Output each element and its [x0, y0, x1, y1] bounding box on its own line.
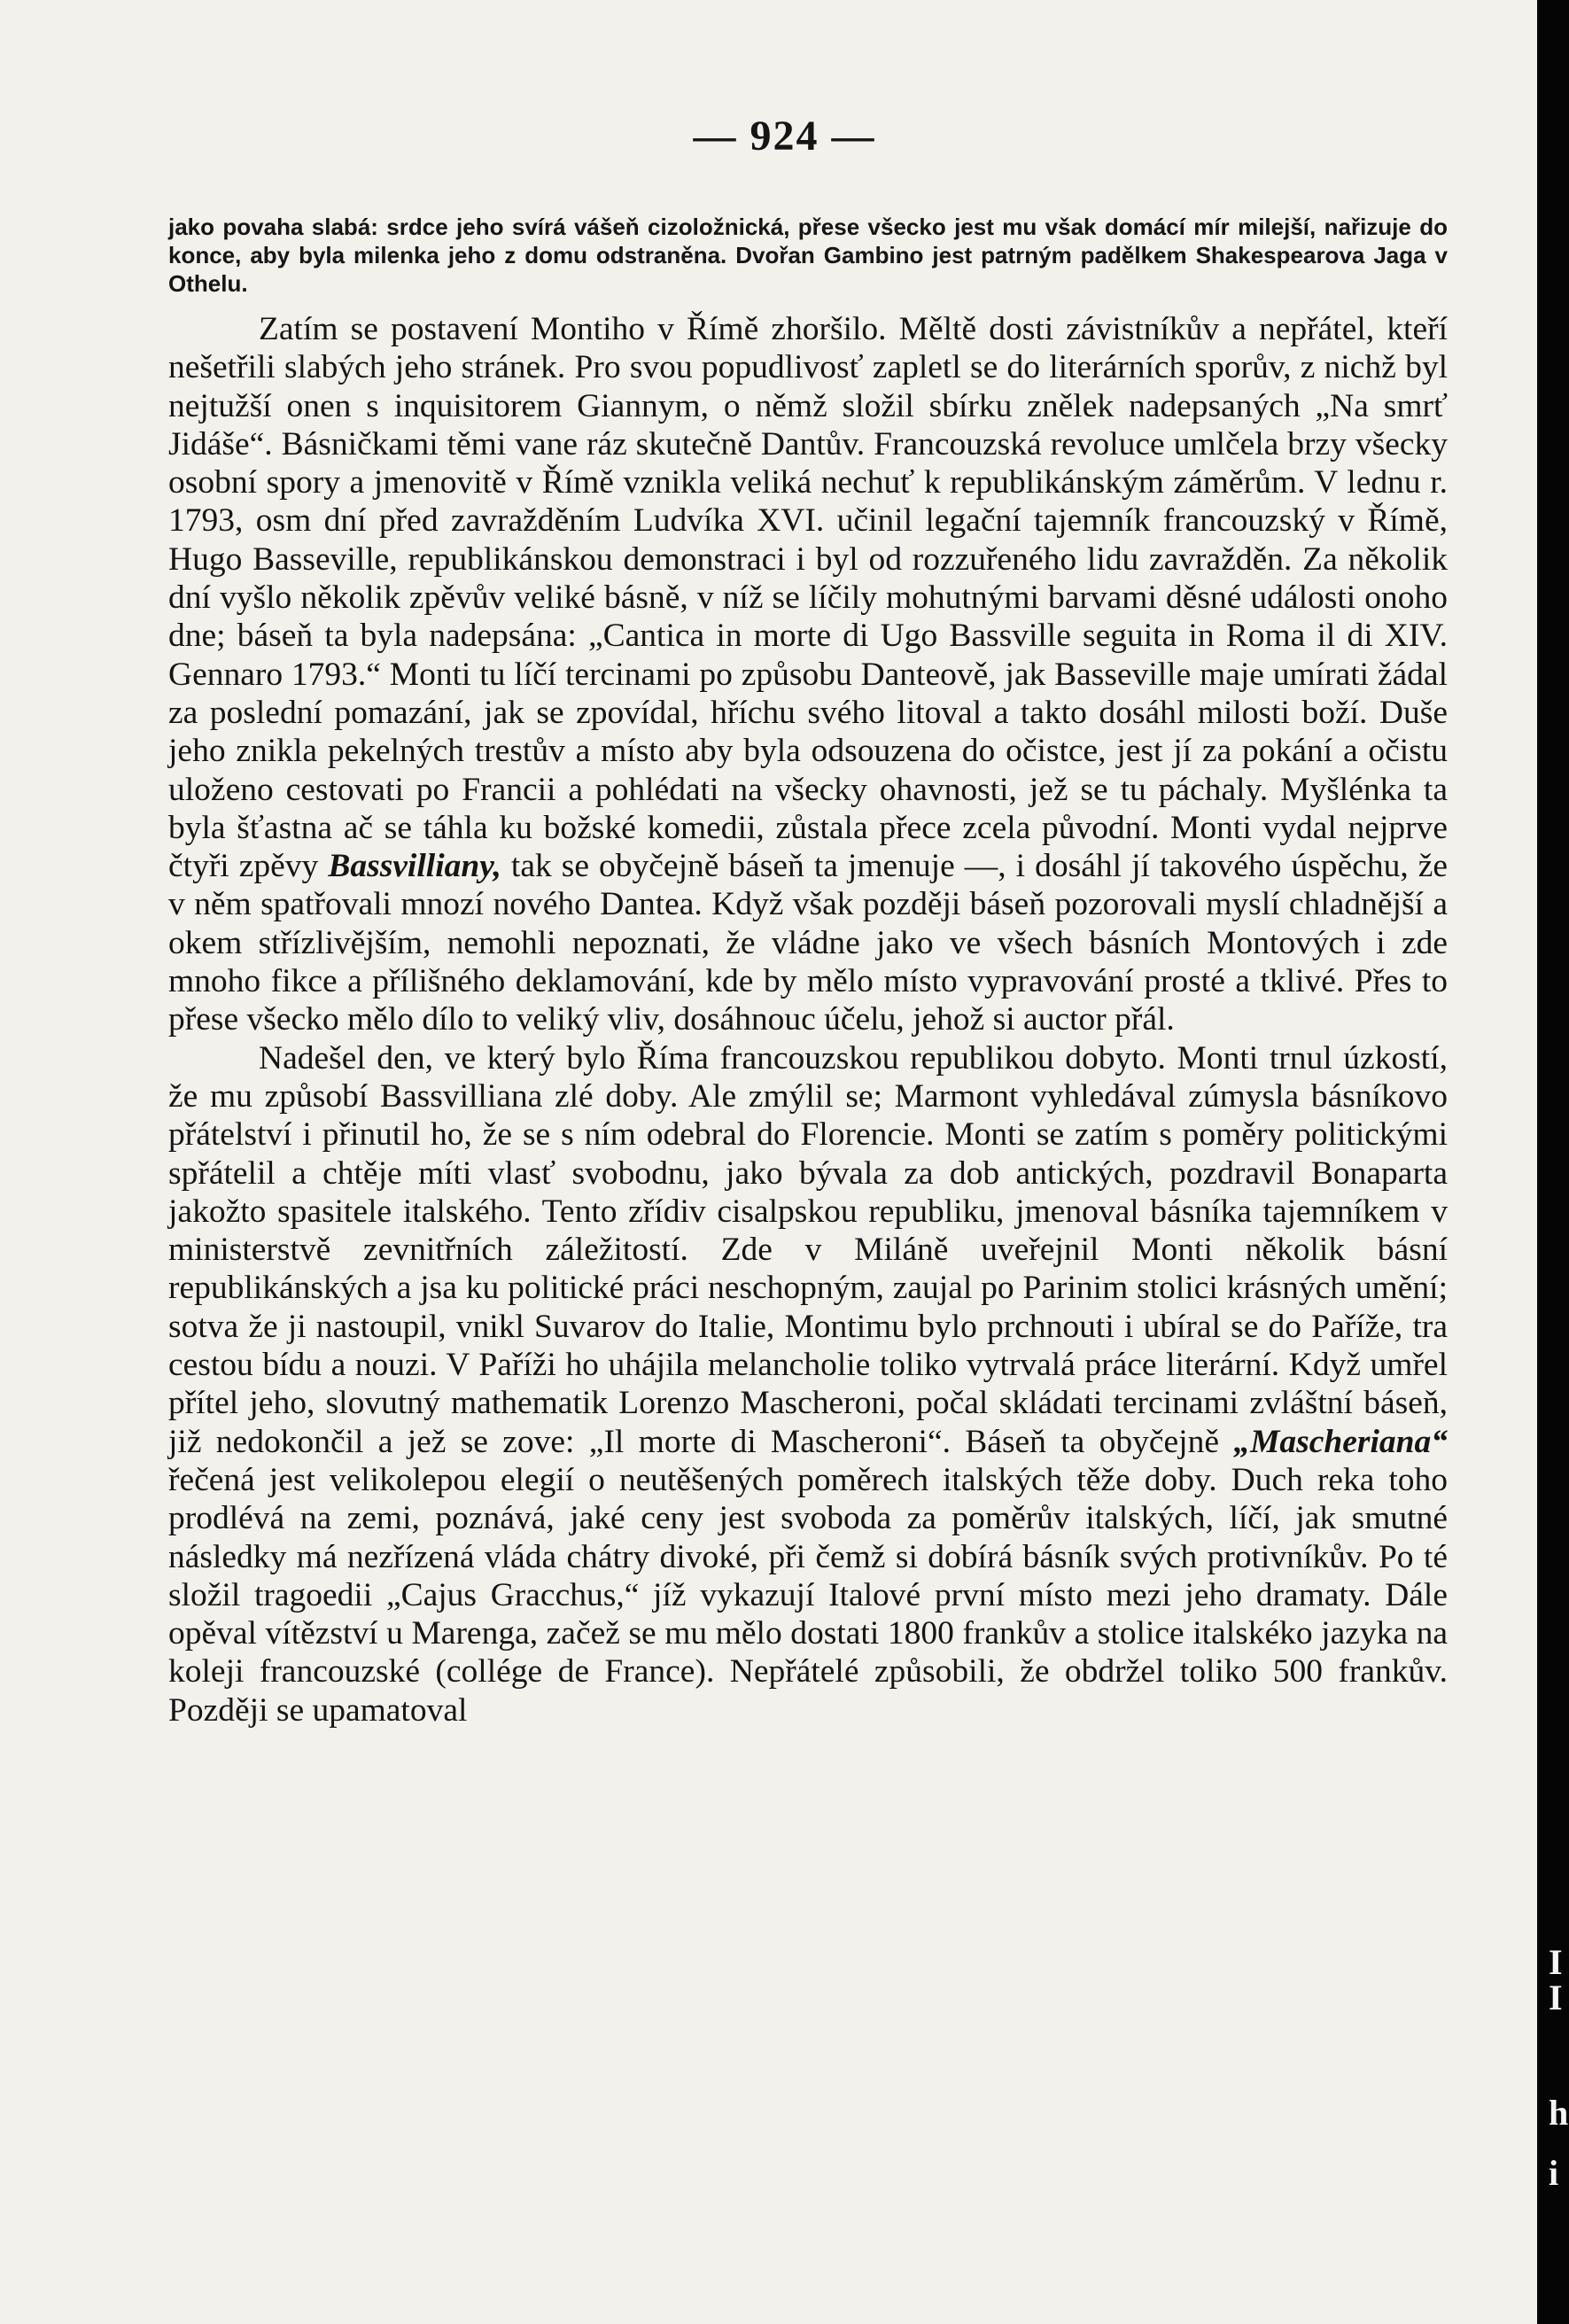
paragraph-2-text-a: Nadešel den, ve který bylo Říma francouzskou republikou dobyto. Monti trnul úzkostí, že mu způsobí Bassvilliana zlé doby. Ale zmýlil se; Marmont vyhledával zúmysla básníkovo přátelství i přinutil ho, že se s ním odebral do Florencie. Monti se zatím s poměry politickými spřátelil a chtěje míti vlasť svobodnu, jako bývala za dob antických, pozdravil Bonaparta jakožto spasitele italského. Tento zřídiv cisalpskou republiku, jmenoval básníka tajemníkem v ministerstvě zevnitřních záležitostí. Zde v Miláně uveřejnil Monti několik básní republikánských a jsa ku politické práci neschopným, zaujal po Parinim stolici krásných umění; sotva že ji nastoupil, vnikl Suvarov do Italie, Montimu bylo prchnouti i ubíral se do Paříže, tra cestou bídu a nouzi. V Paříži ho uhájila melancholie toliko vytrvalá práce literární. Když umřel přítel jeho, slovutný mathematik Lorenzo Mascheroni, počal skládati tercinami zvláštní báseň, již nedokončil a jež se zove: „Il morte di Mascheroni“. Báseň ta obyčejně — [168, 1039, 1448, 1460]
paragraph-1 — [168, 310, 1448, 1039]
title-mascheriana: „Mascheriana“ — [1233, 1423, 1449, 1460]
edge-mark: i — [1549, 2153, 1559, 2193]
next-page-edge-marks — [1549, 1942, 1569, 2211]
paragraph-2 — [168, 1039, 1448, 1729]
edge-mark: I — [1549, 1942, 1563, 1982]
paragraph-2-text-b: řečená jest velikolepou elegií o neutěšených poměrech italských těže doby. Duch reka toho prodlévá na zemi, poznává, jaké ceny jest svoboda za poměrův italských, líčí, jak smutné následky má nezřízená vláda chátry divoké, při čemž si dobírá básník svých protivníkův. Po té složil tragoedii „Cajus Gracchus,“ jíž vykazují Italové první místo mezi jeho dramaty. Dále opěval vítězství u Marenga, začež se mu mělo dostati 1800 frankův a stolice italskéko jazyka na koleji francouzské (collége de France). Nepřátelé způsobili, že obdržel toliko 500 frankův. Později se upamatoval — [168, 1461, 1448, 1729]
edge-mark: h — [1549, 2093, 1569, 2133]
paragraph-1-text-b: tak se obyčejně báseň ta jmenuje —, i dosáhl jí takového úspěchu, že v něm spatřovali mnozí nového Dantea. Když však později báseň pozorovali myslí chladnější a okem střízlivějším, nemohli nepoznati, že vládne jako ve všech básních Montových i zde mnoho fikce a přílišného deklamování, kde by mělo místo vypravování prosté a tklivé. Přes to přese všecko mělo dílo to veliký vliv, dosáhnouc účelu, jehož si auctor přál. — [168, 848, 1449, 1038]
body-text — [168, 310, 1448, 1729]
page-number: — 924 — — [693, 113, 876, 159]
continued-footnote: jako povaha slabá: srdce jeho svírá vášeň cizoložnická, přese všecko jest mu však domácí mír milejší, nařizuje do konce, aby byla milenka jeho z domu odstraněna. Dvořan Gambino jest patrným padělkem Shakespearova Jaga v Othelu. — [168, 214, 1448, 297]
title-bassvilliany: Bassvilliany, — [328, 848, 501, 885]
paragraph-1-text-a: Zatím se postavení Montiho v Římě zhoršilo. Měltě dosti závistníkův a nepřátel, kteří nešetřili slabých jeho stránek. Pro svou popudlivosť zapletl se do literárních sporův, z nichž byl nejtužší onen s inquisitorem Giannym, o němž složil sbírku znělek nadepsaných „Na smrť Jidáše“. Básničkami těmi vane ráz skutečně Dantův. Francouzská revoluce umlčela brzy všecky osobní spory a jmenovitě v Římě vznikla veliká nechuť k republikánským záměrům. V lednu r. 1793, osm dní před zavražděním Ludvíka XVI. učinil legační tajemník francouzský v Římě, Hugo Basseville, republikánskou demonstraci i byl od rozzuřeného lidu zavražděn. Za několik dní vyšlo několik zpěvův veliké básně, v níž se líčily mohutnými barvami děsné události onoho dne; báseň ta byla nadepsána: „Cantica in morte di Ugo Bassville seguita in Roma il di XIV. Gennaro 1793.“ Monti tu líčí tercinami po způsobu Danteově, jak Basseville maje umírati žádal za poslední pomazání, jak se zpovídal, hříchu svého litoval a takto dosáhl milosti boží. Duše jeho znikla pekelných trestův a místo aby byla odsouzena do očistce, jest jí za pokání a očistu uloženo cestovati po Francii a pohlédati na všecky ohavnosti, jež se tu páchaly. Myšlénka ta byla šťastna ač se táhla ku božské komedii, zůstala přece zcela původní. Monti vydal nejprve čtyři zpěvy — [168, 311, 1448, 885]
edge-mark: I — [1549, 1978, 1563, 2017]
